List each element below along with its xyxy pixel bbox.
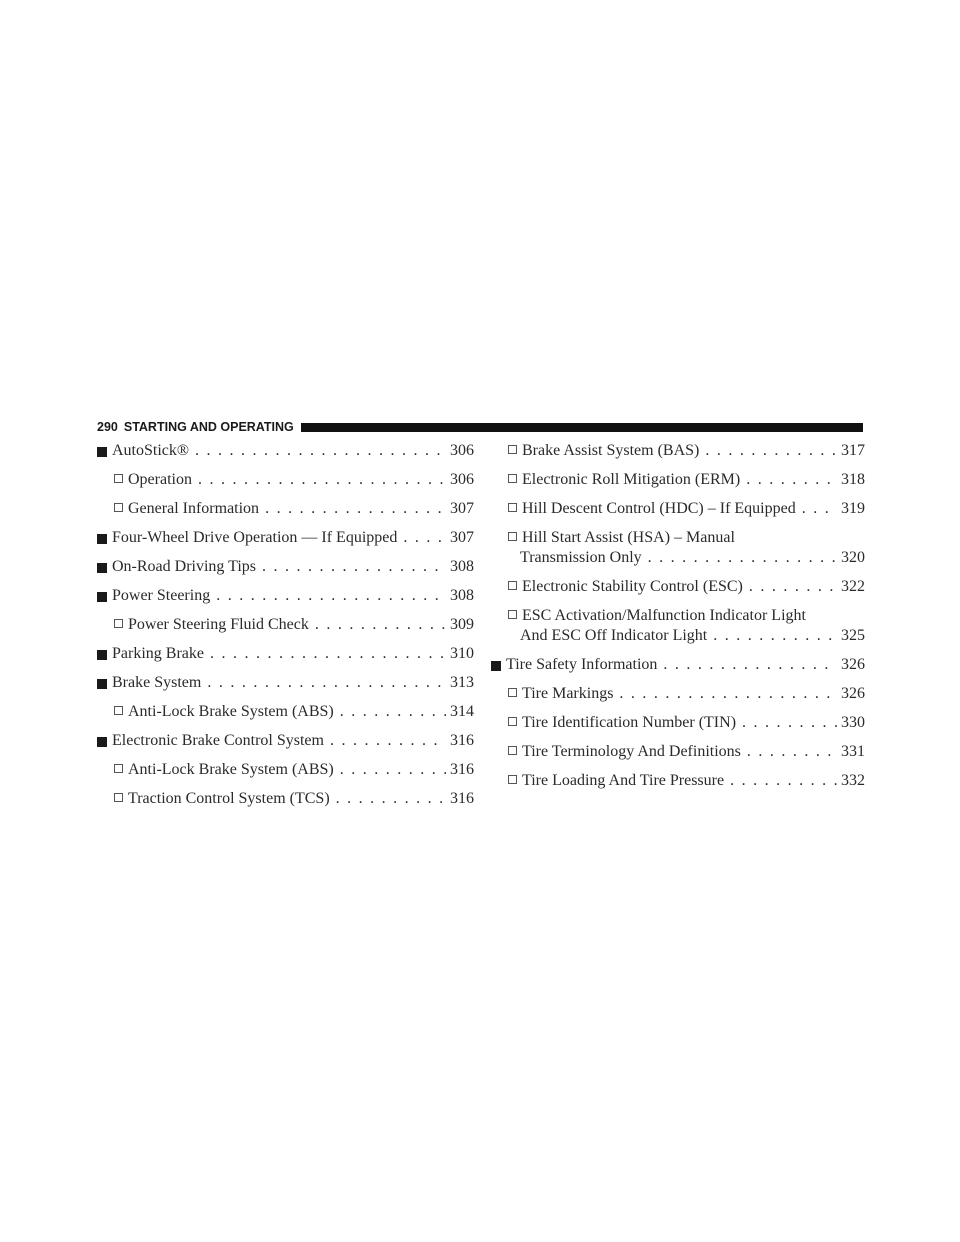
- page-header: [97, 418, 863, 436]
- entry-label: Tire Safety Information: [506, 656, 658, 673]
- page-ref: 316: [450, 761, 474, 778]
- entry-label: Tire Identification Number (TIN): [522, 714, 737, 731]
- entry-label: Transmission Only: [520, 549, 642, 566]
- dot-leader: [340, 760, 446, 780]
- open-square-bullet-icon: [114, 764, 123, 773]
- open-square-bullet-icon: [508, 532, 517, 541]
- toc-subentry[interactable]: [491, 528, 865, 568]
- dot-leader: [210, 644, 446, 664]
- entry-label: Power Steering: [112, 587, 211, 604]
- dot-leader: [648, 548, 837, 568]
- open-square-bullet-icon: [508, 503, 517, 512]
- dot-leader: [747, 742, 837, 762]
- open-square-bullet-icon: [508, 746, 517, 755]
- toc-entry[interactable]: [97, 441, 474, 461]
- square-bullet-icon: [97, 447, 107, 457]
- entry-label: Tire Loading And Tire Pressure: [522, 772, 725, 789]
- dot-leader: [746, 470, 837, 490]
- open-square-bullet-icon: [508, 445, 517, 454]
- entry-label: Electronic Brake Control System: [112, 732, 324, 749]
- page-ref: 307: [450, 529, 474, 546]
- entry-label: Power Steering Fluid Check: [128, 616, 309, 633]
- open-square-bullet-icon: [114, 619, 123, 628]
- entry-label: And ESC Off Indicator Light: [520, 627, 708, 644]
- page-ref: 330: [841, 714, 865, 731]
- dot-leader: [198, 470, 446, 490]
- dot-leader: [330, 731, 446, 751]
- entry-label: Four-Wheel Drive Operation — If Equipped: [112, 529, 398, 546]
- open-square-bullet-icon: [508, 474, 517, 483]
- entry-label: General Information: [128, 500, 260, 517]
- entry-label: Electronic Stability Control (ESC): [522, 578, 743, 595]
- entry-label: Parking Brake: [112, 645, 204, 662]
- dot-leader: [713, 626, 837, 646]
- page-ref: 316: [450, 732, 474, 749]
- square-bullet-icon: [97, 679, 107, 689]
- page-ref: 325: [841, 627, 865, 644]
- entry-label: Hill Start Assist (HSA) – Manual: [522, 529, 735, 546]
- dot-leader: [403, 528, 446, 548]
- page-number: 290: [97, 420, 118, 434]
- toc-subentry[interactable]: [97, 499, 474, 519]
- square-bullet-icon: [97, 563, 107, 573]
- open-square-bullet-icon: [508, 775, 517, 784]
- toc-subentry[interactable]: [491, 470, 865, 490]
- toc-subentry[interactable]: [97, 789, 474, 809]
- page-ref: 326: [841, 685, 865, 702]
- entry-label: Brake System: [112, 674, 202, 691]
- dot-leader: [730, 771, 837, 791]
- open-square-bullet-icon: [114, 793, 123, 802]
- toc-entry[interactable]: [97, 673, 474, 693]
- entry-label: ESC Activation/Malfunction Indicator Light: [522, 607, 806, 624]
- dot-leader: [705, 441, 837, 461]
- toc-subentry[interactable]: [491, 606, 865, 646]
- toc-entry[interactable]: [97, 644, 474, 664]
- dot-leader: [749, 577, 837, 597]
- dot-leader: [207, 673, 446, 693]
- open-square-bullet-icon: [114, 503, 123, 512]
- toc-subentry[interactable]: [491, 441, 865, 461]
- entry-label: Brake Assist System (BAS): [522, 442, 700, 459]
- toc-subentry[interactable]: [491, 771, 865, 791]
- entry-label: Electronic Roll Mitigation (ERM): [522, 471, 741, 488]
- open-square-bullet-icon: [508, 581, 517, 590]
- open-square-bullet-icon: [508, 717, 517, 726]
- page-ref: 308: [450, 587, 474, 604]
- open-square-bullet-icon: [114, 474, 123, 483]
- entry-label: On-Road Driving Tips: [112, 558, 257, 575]
- page-ref: 316: [450, 790, 474, 807]
- entry-label: Traction Control System (TCS): [128, 790, 330, 807]
- dot-leader: [265, 499, 446, 519]
- square-bullet-icon: [97, 737, 107, 747]
- square-bullet-icon: [97, 592, 107, 602]
- entry-label: AutoStick®: [112, 442, 190, 459]
- toc-right-column: [491, 441, 865, 800]
- dot-leader: [663, 655, 837, 675]
- toc-entry[interactable]: [97, 586, 474, 606]
- page-ref: 310: [450, 645, 474, 662]
- dot-leader: [262, 557, 446, 577]
- entry-label: Tire Markings: [522, 685, 614, 702]
- toc-entry[interactable]: [97, 557, 474, 577]
- entry-label: Anti-Lock Brake System (ABS): [128, 761, 334, 778]
- dot-leader: [216, 586, 446, 606]
- dot-leader: [336, 789, 446, 809]
- page-ref: 319: [841, 500, 865, 517]
- page-ref: 331: [841, 743, 865, 760]
- dot-leader: [315, 615, 446, 635]
- toc-subentry[interactable]: [97, 702, 474, 722]
- open-square-bullet-icon: [114, 706, 123, 715]
- entry-label: Operation: [128, 471, 192, 488]
- toc-entry[interactable]: [97, 528, 474, 548]
- page-ref: 332: [841, 772, 865, 789]
- toc-entry[interactable]: [97, 731, 474, 751]
- toc-subentry[interactable]: [97, 470, 474, 490]
- dot-leader: [742, 713, 837, 733]
- page-ref: 322: [841, 578, 865, 595]
- page-ref: 308: [450, 558, 474, 575]
- page-ref: 318: [841, 471, 865, 488]
- square-bullet-icon: [97, 534, 107, 544]
- header-rule: [301, 423, 863, 432]
- page-ref: 326: [841, 656, 865, 673]
- entry-label: Tire Terminology And Definitions: [522, 743, 741, 760]
- toc-subentry[interactable]: [491, 684, 865, 704]
- entry-label: Anti-Lock Brake System (ABS): [128, 703, 334, 720]
- entry-label: Hill Descent Control (HDC) – If Equipped: [522, 500, 796, 517]
- toc-subentry[interactable]: [491, 713, 865, 733]
- section-title: STARTING AND OPERATING: [123, 420, 294, 434]
- page-ref: 320: [841, 549, 865, 566]
- dot-leader: [340, 702, 446, 722]
- toc-subentry[interactable]: [97, 760, 474, 780]
- dot-leader: [802, 499, 837, 519]
- dot-leader: [619, 684, 837, 704]
- page-ref: 313: [450, 674, 474, 691]
- square-bullet-icon: [97, 650, 107, 660]
- toc-subentry[interactable]: [491, 499, 865, 519]
- square-bullet-icon: [491, 661, 501, 671]
- page-ref: 307: [450, 500, 474, 517]
- open-square-bullet-icon: [508, 688, 517, 697]
- toc-entry[interactable]: [491, 655, 865, 675]
- page-ref: 317: [841, 442, 865, 459]
- page-ref: 306: [450, 442, 474, 459]
- dot-leader: [195, 441, 446, 461]
- toc-subentry[interactable]: [491, 742, 865, 762]
- page-ref: 314: [450, 703, 474, 720]
- page-ref: 309: [450, 616, 474, 633]
- toc-subentry[interactable]: [491, 577, 865, 597]
- open-square-bullet-icon: [508, 610, 517, 619]
- toc-left-column: [97, 441, 474, 818]
- toc-subentry[interactable]: [97, 615, 474, 635]
- page-ref: 306: [450, 471, 474, 488]
